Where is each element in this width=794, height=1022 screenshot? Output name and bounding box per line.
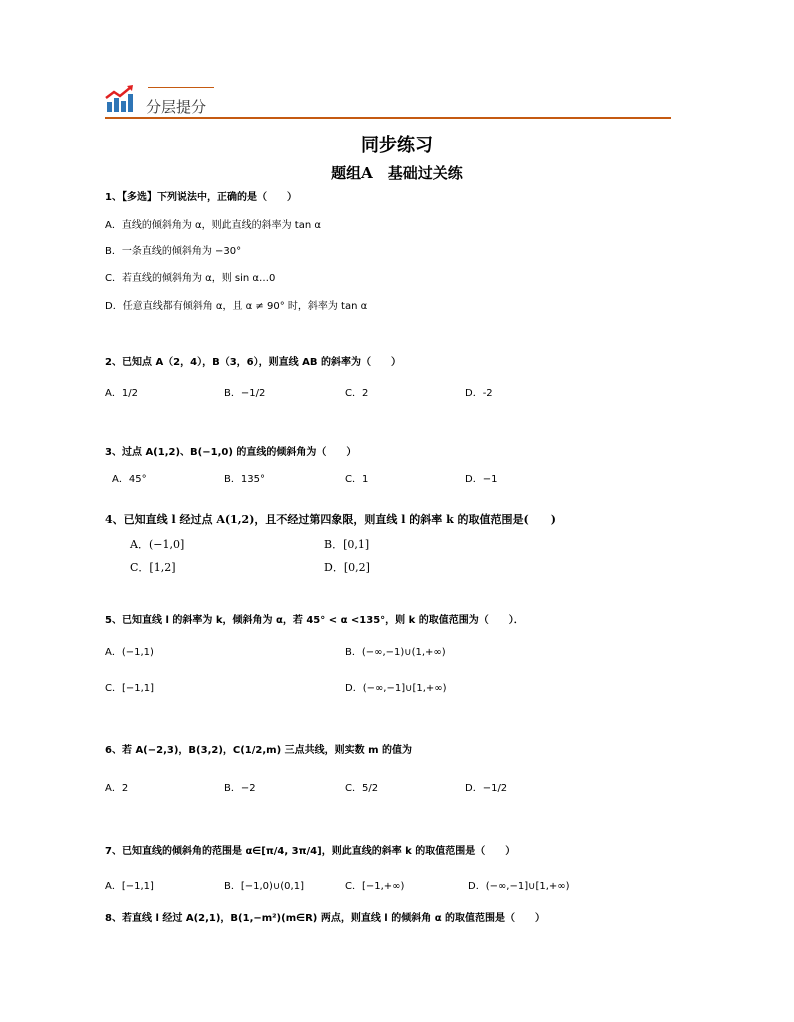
question-4-option-d: D．[0,2] — [324, 561, 370, 574]
question-4-option-b: B．[0,1] — [324, 538, 370, 551]
question-6-option-d: D．−1/2 — [465, 783, 508, 794]
question-7-option-a: A．[−1,1] — [105, 881, 154, 892]
question-5-option-b: B．(−∞,−1)∪(1,+∞) — [345, 647, 446, 658]
question-6-option-b: B．−2 — [224, 783, 256, 794]
question-5-stem: 5、已知直线 l 的斜率为 k，倾斜角为 α，若 45° < α <135°，则 k 的取值范围为（ ）． — [105, 615, 524, 626]
question-6-option-a: A．2 — [105, 783, 129, 794]
question-7-option-b: B．[−1,0)∪(0,1] — [224, 881, 304, 892]
header-divider — [105, 117, 671, 119]
page-title: 同步练习 — [361, 135, 433, 156]
question-7-option-c: C．[−1,+∞) — [345, 881, 405, 892]
question-8-stem: 8、若直线 l 经过 A(2,1)，B(1,−m²)(m∈R) 两点，则直线 l 的倾斜角 α 的取值范围是（ ） — [105, 913, 546, 924]
question-2-option-d: D．-2 — [465, 388, 493, 399]
question-2-stem: 2、已知点 A（2，4），B（3，6），则直线 AB 的斜率为（ ） — [105, 357, 401, 368]
question-7-option-d: D．(−∞,−1]∪[1,+∞) — [468, 881, 570, 892]
question-2-option-a: A．1/2 — [105, 388, 138, 399]
question-6-stem: 6、若 A(−2,3)，B(3,2)，C(1/2,m) 三点共线，则实数 m 的值为 — [105, 745, 413, 756]
question-1-option-d: D．任意直线都有倾斜角 α，且 α ≠ 90° 时，斜率为 tan α — [105, 301, 368, 312]
section-subtitle: 题组A 基础过关练 — [331, 164, 463, 182]
question-3-option-a: A．45° — [112, 474, 147, 485]
question-1-option-c: C．若直线的倾斜角为 α，则 sin α…0 — [105, 273, 276, 284]
question-5-option-d: D．(−∞,−1]∪[1,+∞) — [345, 683, 447, 694]
question-2-option-c: C．2 — [345, 388, 369, 399]
question-1-option-a: A．直线的倾斜角为 α，则此直线的斜率为 tan α — [105, 220, 321, 231]
question-4-stem: 4、已知直线 l 经过点 A(1,2)，且不经过第四象限，则直线 l 的斜率 k 的取值范围是( ) — [105, 513, 556, 526]
question-3-option-c: C．1 — [345, 474, 369, 485]
question-1-stem: 1、【多选】下列说法中，正确的是（ ） — [105, 192, 297, 203]
question-3-stem: 3、过点 A(1,2)、B(−1,0) 的直线的倾斜角为（ ） — [105, 447, 357, 458]
question-4-option-a: A．(−1,0] — [130, 538, 185, 551]
question-4-option-c: C．[1,2] — [130, 561, 176, 574]
question-2-option-b: B．−1/2 — [224, 388, 266, 399]
logo-top-line — [148, 87, 214, 88]
logo-text: 分层提分 — [146, 98, 207, 116]
question-5-option-c: C．[−1,1] — [105, 683, 155, 694]
question-7-stem: 7、已知直线的倾斜角的范围是 α∈[π/4, 3π/4]，则此直线的斜率 k 的取值范围是（ ） — [105, 846, 516, 857]
question-3-option-d: D．−1 — [465, 474, 498, 485]
growth-chart-icon — [105, 84, 135, 114]
question-1-option-b: B．一条直线的倾斜角为 −30° — [105, 246, 242, 257]
question-5-option-a: A．(−1,1) — [105, 647, 154, 658]
question-3-option-b: B．135° — [224, 474, 265, 485]
question-6-option-c: C．5/2 — [345, 783, 379, 794]
